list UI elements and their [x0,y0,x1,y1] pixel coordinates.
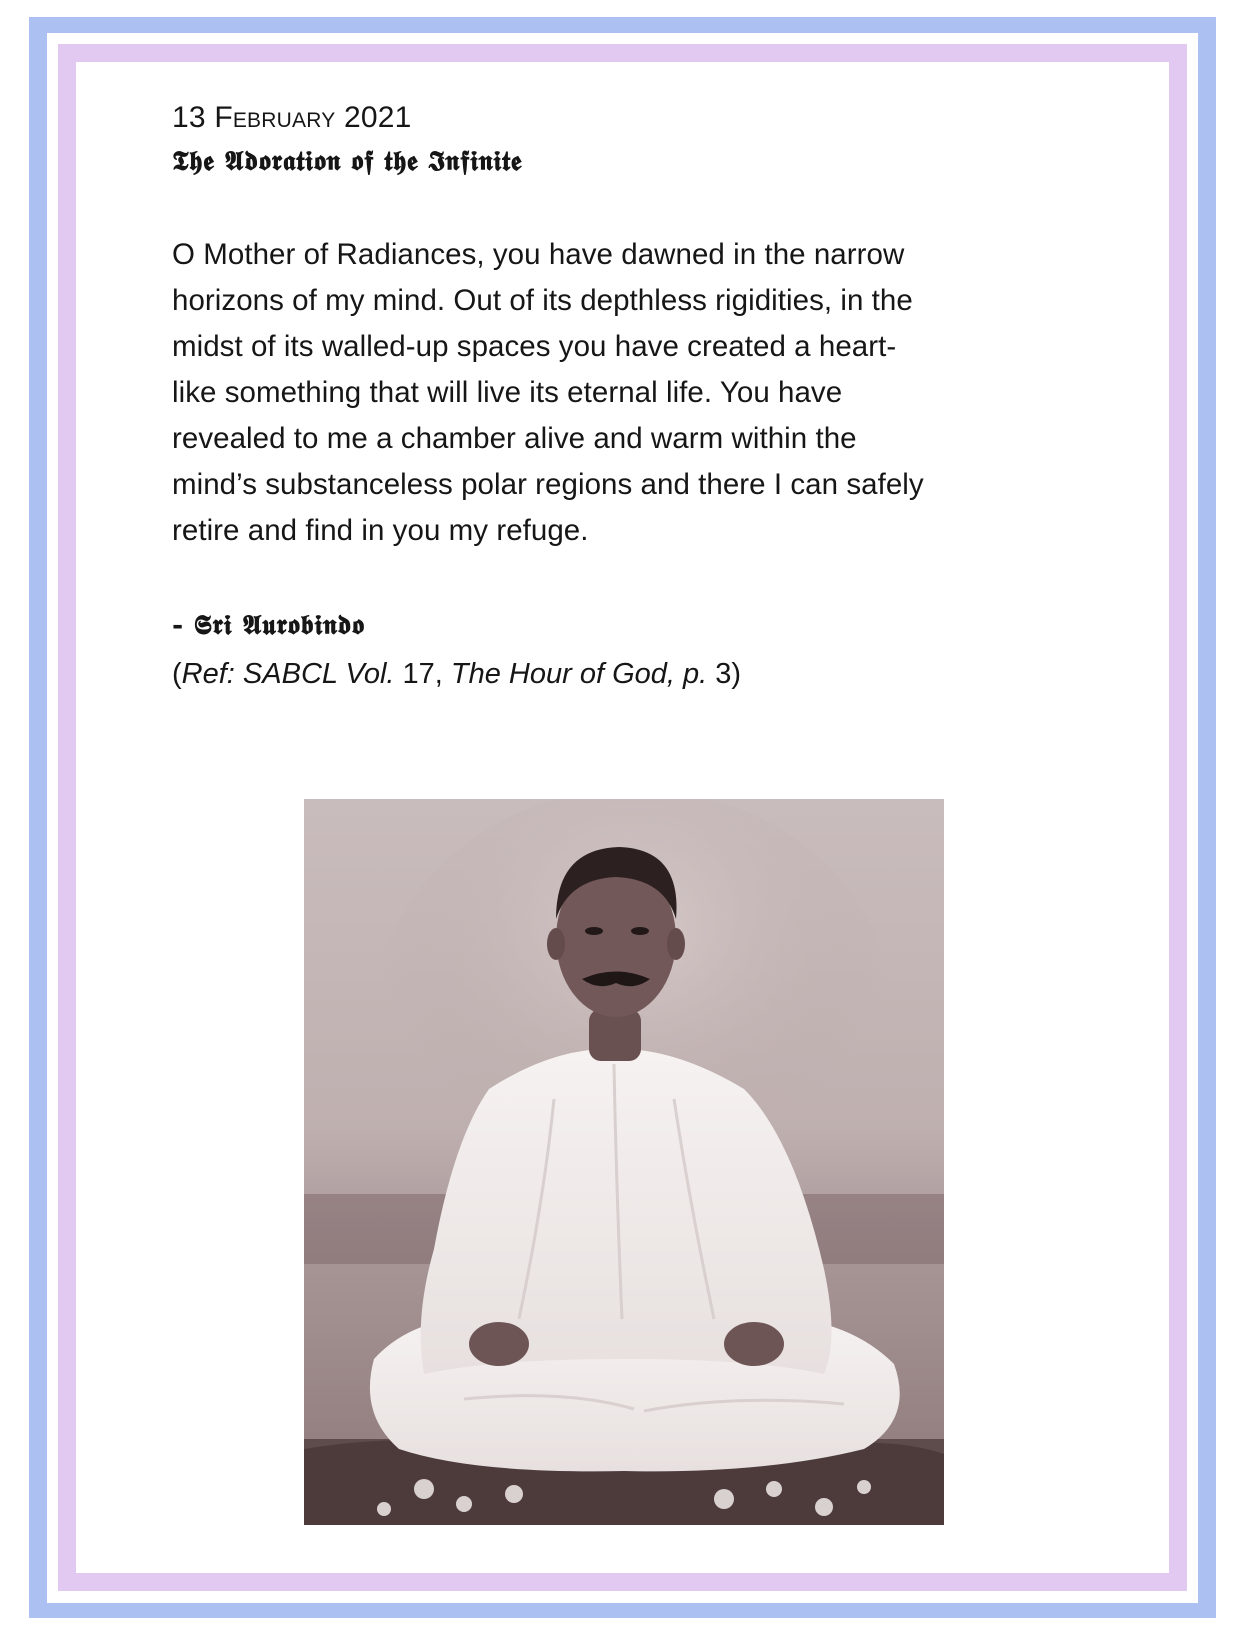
quote-line: revealed to me a chamber alive and warm within the [172,422,857,455]
entry-title: 𝕿𝖍𝖊 𝕬𝖉𝖔𝖗𝖆𝖙𝖎𝖔𝖓 𝖔𝖋 𝖙𝖍𝖊 𝕴𝖓𝖋𝖎𝖓𝖎𝖙𝖊 [172,146,523,177]
author-attribution: - 𝕾𝖗𝖎 𝕬𝖚𝖗𝖔𝖇𝖎𝖓𝖉𝖔 [172,610,365,641]
date-year: 2021 [343,101,412,134]
ref-book: The Hour of God, [450,658,675,690]
ref-label: Ref: [181,658,235,690]
quote-line: mind’s substanceless polar regions and there I can safely [172,468,924,501]
ref-series: SABCL Vol. [242,658,395,690]
quote-line: midst of its walled-up spaces you have created a heart- [172,330,897,363]
ref-page-label: p. [683,658,708,690]
ref-open-paren: ( [172,658,182,690]
date-day: 13 [172,101,206,134]
reference-citation [172,654,1072,694]
seated-portrait-photo-icon [304,799,944,1525]
entry-date [172,98,1072,138]
date-month: February [214,101,336,134]
quote-body [172,232,1072,554]
portrait-photo [304,799,944,1525]
quote-line: O Mother of Radiances, you have dawned in the narrow [172,238,905,271]
quote-line: horizons of my mind. Out of its depthless rigidities, in the [172,284,913,317]
quote-line: like something that will live its eternal life. You have [172,376,843,409]
ref-volume: 17, [402,658,443,690]
quote-line: retire and find in you my refuge. [172,514,589,547]
ref-page: 3) [715,658,742,690]
entry-text [172,98,1072,694]
